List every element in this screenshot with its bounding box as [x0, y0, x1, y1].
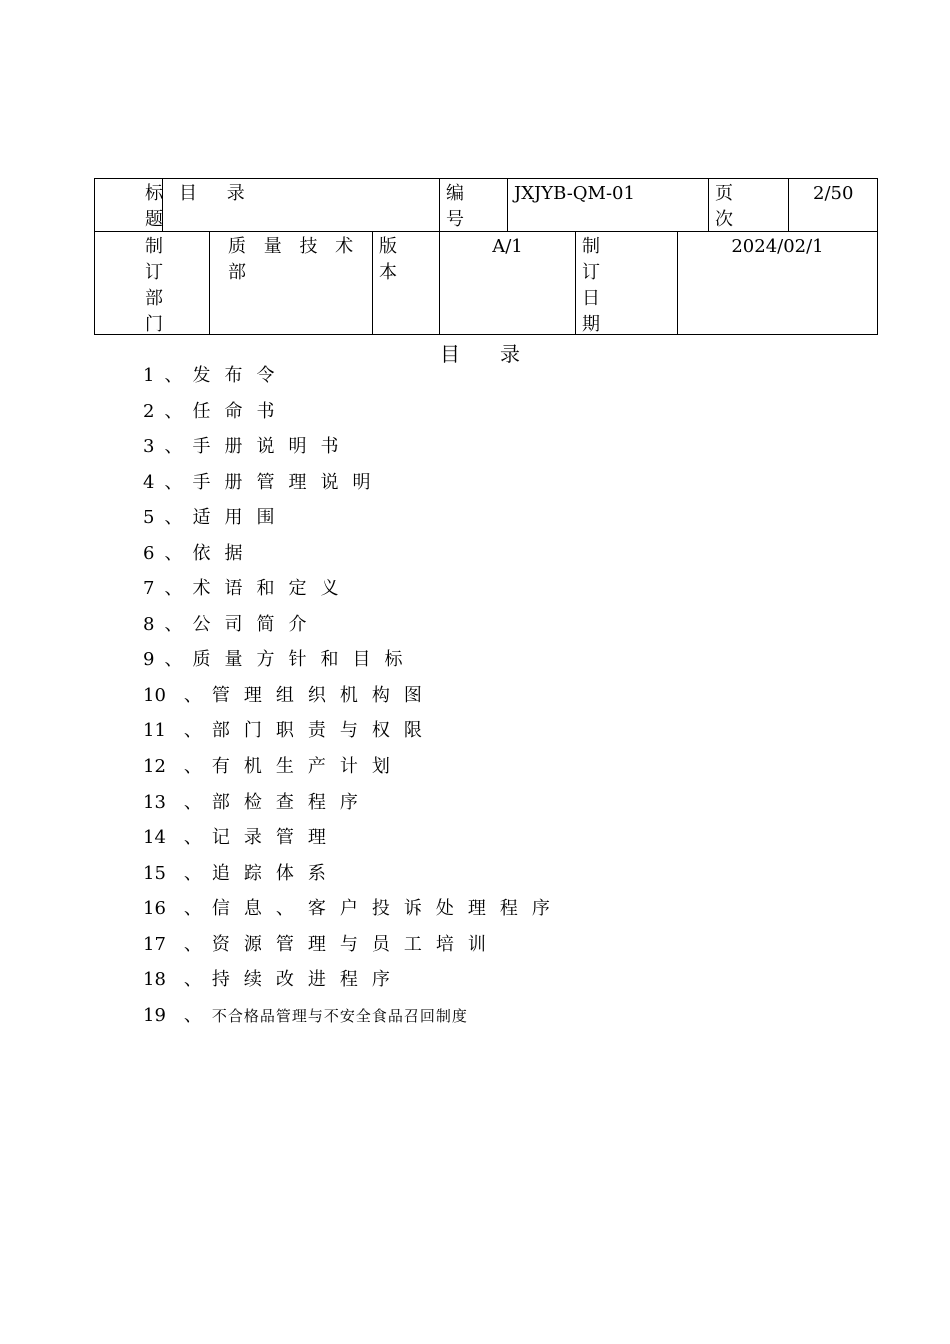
- dept-value: 质 量 技 术 部: [228, 236, 360, 283]
- toc-item: [143, 646, 564, 682]
- toc-item: [143, 433, 564, 469]
- toc-item-separator: 、: [183, 756, 202, 778]
- toc-item-number: 17: [143, 933, 166, 955]
- page-value: 2/50: [813, 183, 854, 204]
- toc-item-text: 手册管理说明: [192, 471, 385, 493]
- code-label-cell: [440, 179, 508, 231]
- toc-item-text: 追踪体系: [211, 862, 340, 884]
- header-table: [94, 178, 878, 335]
- toc-item: [143, 362, 564, 398]
- toc-item-separator: 、: [183, 720, 202, 742]
- toc-item: [143, 575, 564, 611]
- toc-item-number: 12: [143, 756, 166, 778]
- date-label: 制 订 日 期: [582, 236, 608, 335]
- code-label: 编号: [446, 183, 464, 230]
- toc-item: [143, 860, 564, 896]
- title-label: 标题: [145, 183, 163, 230]
- toc-item-separator: 、: [164, 400, 183, 422]
- toc-item-text: 任命书: [192, 400, 289, 422]
- toc-item-text: 持续改进程序: [211, 969, 404, 991]
- title-label-cell: [95, 179, 163, 231]
- version-label-cell: [373, 232, 440, 335]
- version-value: A/1: [492, 236, 523, 257]
- toc-item-text: 不合格品管理与不安全食品召回制度: [211, 1006, 468, 1025]
- toc-title: 目录: [440, 342, 560, 366]
- toc-item-separator: 、: [183, 684, 202, 706]
- toc-item-number: 1: [143, 365, 155, 386]
- toc-item-text: 术语和定义: [192, 578, 353, 600]
- toc-item-separator: 、: [183, 827, 202, 849]
- toc-item: [143, 931, 564, 967]
- toc-item-number: 13: [143, 791, 166, 813]
- toc-item-number: 9: [143, 649, 155, 671]
- toc-item-number: 18: [143, 969, 166, 991]
- date-value: 2024/02/1: [731, 236, 824, 257]
- toc-item-text: 发布令: [192, 365, 289, 386]
- toc-item-number: 2: [143, 400, 155, 422]
- dept-label: 制订部门: [145, 236, 163, 335]
- toc-list: [143, 362, 564, 1037]
- code-value: JXJYB-QM-01: [514, 183, 635, 204]
- toc-item-separator: 、: [183, 933, 202, 955]
- toc-item-separator: 、: [183, 898, 202, 920]
- page-value-cell: [789, 179, 877, 231]
- toc-item-number: 7: [143, 578, 155, 600]
- toc-item: [143, 469, 564, 505]
- toc-item-separator: 、: [183, 969, 202, 991]
- toc-item-text: 信息、客户投诉处理程序: [211, 898, 564, 920]
- toc-item: [143, 682, 564, 718]
- toc-item-text: 依据: [192, 542, 257, 564]
- toc-item-separator: 、: [164, 649, 183, 671]
- date-value-cell: [678, 232, 877, 335]
- toc-item: [143, 966, 564, 1002]
- toc-item-separator: 、: [164, 436, 183, 458]
- toc-item: [143, 398, 564, 434]
- toc-item-text: 资源管理与员工培训: [211, 933, 500, 955]
- toc-item-text: 质量方针和目标: [192, 649, 417, 671]
- toc-item-number: 16: [143, 898, 166, 920]
- toc-item-number: 8: [143, 613, 155, 635]
- toc-item-number: 3: [143, 436, 155, 458]
- toc-item-separator: 、: [164, 507, 183, 529]
- toc-item-text: 部检查程序: [211, 791, 372, 813]
- dept-value-cell: [210, 232, 373, 335]
- toc-item: [143, 753, 564, 789]
- dept-label-cell: [95, 232, 210, 335]
- toc-item-number: 4: [143, 471, 155, 493]
- toc-item-separator: 、: [164, 365, 183, 386]
- toc-item: [143, 1002, 564, 1038]
- toc-item-separator: 、: [164, 578, 183, 600]
- toc-item-separator: 、: [183, 791, 202, 813]
- toc-item-separator: 、: [183, 862, 202, 884]
- toc-item-text: 有机生产计划: [211, 756, 404, 778]
- toc-item: [143, 717, 564, 753]
- toc-item-separator: 、: [183, 1004, 202, 1026]
- code-value-cell: [508, 179, 709, 231]
- toc-item-separator: 、: [164, 542, 183, 564]
- toc-item-text: 管理组织机构图: [211, 684, 436, 706]
- toc-item-separator: 、: [164, 613, 183, 635]
- toc-item-text: 部门职责与权限: [211, 720, 436, 742]
- toc-item-number: 14: [143, 827, 166, 849]
- toc-item-number: 5: [143, 507, 155, 529]
- toc-item: [143, 611, 564, 647]
- toc-item: [143, 504, 564, 540]
- toc-item: [143, 824, 564, 860]
- toc-item-text: 适用围: [192, 507, 289, 529]
- toc-item-number: 19: [143, 1004, 166, 1026]
- version-value-cell: [440, 232, 576, 335]
- page-label-cell: [709, 179, 789, 231]
- title-value-cell: [163, 179, 440, 231]
- toc-item: [143, 895, 564, 931]
- toc-item-number: 11: [143, 720, 166, 742]
- toc-item-text: 公司简介: [192, 613, 321, 635]
- toc-item-number: 10: [143, 684, 166, 706]
- title-value: 目 录: [179, 183, 257, 204]
- page-label: 页 次: [715, 183, 745, 230]
- toc-item-text: 手册说明书: [192, 436, 353, 458]
- toc-item-separator: 、: [164, 471, 183, 493]
- toc-item: [143, 789, 564, 825]
- toc-item-number: 6: [143, 542, 155, 564]
- header-row-2: [95, 231, 877, 336]
- toc-item-text: 记录管理: [211, 827, 340, 849]
- date-label-cell: [576, 232, 678, 335]
- toc-item: [143, 540, 564, 576]
- toc-item-number: 15: [143, 862, 166, 884]
- version-label: 版本: [379, 236, 397, 283]
